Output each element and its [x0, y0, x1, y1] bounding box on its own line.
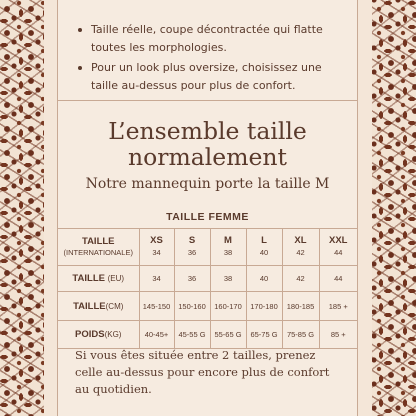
row-label-unit: (KG): [104, 330, 122, 339]
decorative-border-left: [0, 0, 44, 416]
row-label-text: POIDS: [75, 329, 105, 340]
size-name: L: [261, 235, 267, 246]
size-number: 40: [259, 248, 269, 257]
size-name: XXL: [329, 235, 348, 246]
table-cell: 160-170: [210, 292, 246, 321]
table-cell: 44: [319, 266, 357, 292]
table-cell: 34: [139, 266, 174, 292]
table-cell: 185 +: [319, 292, 357, 321]
size-cell-xxl: [319, 229, 357, 266]
table-cell: 36: [174, 266, 210, 292]
size-number: 42: [296, 248, 305, 257]
row-label-text: TAILLE: [73, 300, 106, 312]
table-cell: 145-150: [139, 292, 174, 321]
table-cell: 55-65 G: [210, 321, 246, 349]
row-label-unit: (EU): [107, 274, 125, 283]
row-label-kg: [58, 321, 139, 349]
table-cell: 45-55 G: [174, 321, 210, 349]
fit-notes-list: [74, 21, 347, 97]
table-row-international: [58, 229, 357, 266]
table-cell: 150-160: [174, 292, 210, 321]
size-number: 44: [334, 248, 343, 257]
size-table: [58, 206, 357, 349]
section-divider: [58, 100, 357, 101]
model-size-subtitle: Notre mannequin porte la taille M: [85, 176, 330, 192]
size-cell-s: [174, 229, 210, 266]
fit-heading: [58, 118, 357, 170]
table-row-kg: [58, 321, 357, 349]
row-label-cm: [58, 292, 139, 321]
size-number: 36: [187, 248, 197, 257]
table-cell: 75-85 G: [282, 321, 319, 349]
size-number: 34: [152, 248, 161, 257]
table-cell: 42: [282, 266, 319, 292]
size-name: S: [188, 235, 196, 246]
between-sizes-note: Si vous êtes située entre 2 tailles, prenez celle au-dessus pour encore plus de confort au quotidien.: [75, 348, 330, 396]
row-label-text: TAILLE: [81, 236, 115, 247]
size-cell-xl: [282, 229, 319, 266]
size-guide-panel: [57, 0, 358, 416]
table-row-eu: [58, 266, 357, 292]
row-label-unit: (INTERNATIONALE): [63, 248, 133, 257]
table-cell: 40-45+: [139, 321, 174, 349]
table-row-cm: [58, 292, 357, 321]
row-label-international: [58, 229, 139, 266]
table-cell: 180-185: [282, 292, 319, 321]
fit-heading-line-2: normalement: [127, 143, 287, 171]
row-label-eu: [58, 266, 139, 292]
decorative-border-right: [372, 0, 416, 416]
fit-note-item: Taille réelle, coupe décontractée qui flatte toutes les morphologies.: [74, 21, 347, 56]
table-cell: 85 +: [319, 321, 357, 349]
size-cell-l: [246, 229, 282, 266]
table-cell: 38: [210, 266, 246, 292]
size-number: 38: [223, 248, 233, 257]
table-cell: 40: [246, 266, 282, 292]
size-cell-m: [210, 229, 246, 266]
table-cell: 170-180: [246, 292, 282, 321]
table-caption: TAILLE FEMME: [58, 206, 357, 229]
row-label-unit: (CM): [105, 301, 124, 311]
row-label-text: TAILLE: [72, 273, 105, 284]
size-name: XL: [294, 235, 307, 246]
size-cell-xs: [139, 229, 174, 266]
fit-note-item: Pour un look plus oversize, choisissez une taille au-dessus pour plus de confort.: [74, 59, 347, 94]
fit-heading-line-1: L’ensemble taille: [108, 117, 307, 145]
size-name: M: [224, 235, 232, 246]
size-name: XS: [150, 235, 163, 246]
table-cell: 65-75 G: [246, 321, 282, 349]
